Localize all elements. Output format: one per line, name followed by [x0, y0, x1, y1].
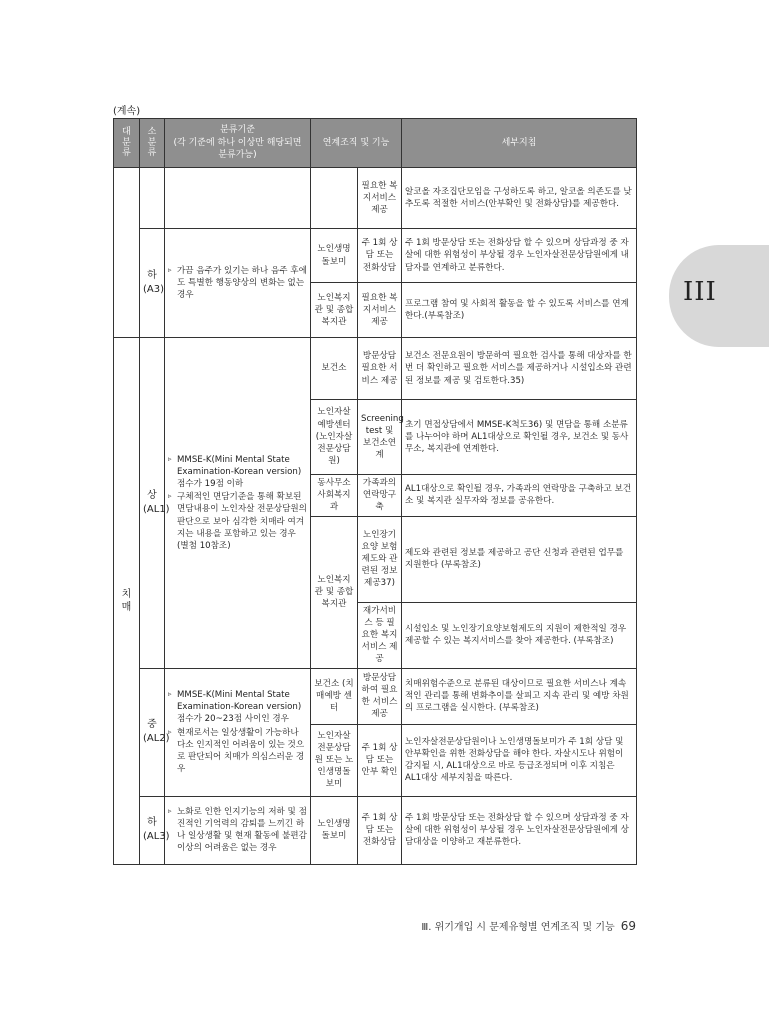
function-cell: 필요한 복지서비스 제공 — [358, 168, 402, 229]
org-cell: 노인생명 돌보미 — [311, 796, 358, 864]
criteria-cell-al2 — [165, 668, 311, 796]
header-org: 연계조직 및 기능 — [311, 119, 402, 168]
detail-cell: 알코올 자조집단모임을 구성하도록 하고, 알코올 의존도를 낮추도록 적절한 서비스(안부확인 및 전화상담)를 제공한다. — [402, 168, 637, 229]
criteria-cell-al3 — [165, 796, 311, 864]
criteria-item: ▹ MMSE-K(Mini Mental State Examination-Korean version) 점수가 19점 이하 — [177, 454, 307, 491]
header-sub: 소분류 — [140, 119, 165, 168]
org-cell: 동사무소 사회복지과 — [311, 475, 358, 517]
major-category-dementia: 치매 — [114, 338, 140, 865]
major-cell-continued — [114, 168, 140, 338]
function-cell: 주 1회 상담 또는 전화상담 — [358, 229, 402, 283]
org-cell: 노인복지관 및 종합복지관 — [311, 516, 358, 668]
chapter-number: III — [683, 277, 717, 307]
function-cell: Screening test 및 보건소연계 — [358, 400, 402, 475]
criteria-cell-al1 — [165, 338, 311, 669]
org-cell: 보건소 — [311, 338, 358, 400]
criteria-item: ▹ 가끔 음주가 있기는 하나 음주 후에도 특별한 행동양상의 변화는 없는 경우 — [177, 265, 307, 302]
page-footer — [400, 918, 636, 933]
detail-cell: 시설입소 및 노인장기요양보험제도의 지원이 제한적일 경우 제공할 수 있는 복지서비스를 찾아 제공한다. (부록참조) — [402, 602, 637, 668]
detail-cell: 주 1회 방문상담 또는 전화상담 할 수 있으며 상담과정 중 자살에 대한 위험성이 부상될 경우 노인자살전문상담원에게 상담대상을 이양하고 재분류한다. — [402, 796, 637, 864]
function-cell: 방문상담하여 필요한 서비스제공 — [358, 668, 402, 724]
detail-cell: 주 1회 방문상담 또는 전화상담 할 수 있으며 상담과정 중 자살에 대한 위험성이 부상될 경우 노인자살전문상담원에게 내담자를 연계하고 분류한다. — [402, 229, 637, 283]
detail-cell: 보건소 전문요원이 방문하여 필요한 검사를 통해 대상자를 한 번 더 확인하고 필요한 서비스를 제공하거나 시설입소와 관련된 정보를 제공 및 검토한다.35) — [402, 338, 637, 400]
header-detail: 세부지침 — [402, 119, 637, 168]
detail-cell: 노인자살전문상담원이나 노인생명돌보미가 주 1회 상담 및 안부확인을 위한 전화상담을 해야 한다. 자살시도나 위험이 감지될 시, AL1대상으로 바로 등급조정되며 이후 지침은 AL1대상 세부지침을 따른다. — [402, 724, 637, 796]
footer-chapter-title: Ⅲ. 위기개입 시 문제유형별 연계조직 및 기능 — [421, 922, 615, 933]
criteria-item: ▹ MMSE-K(Mini Mental State Examination-Korean version) 점수가 20~23점 사이인 경우 — [177, 689, 307, 726]
page-number: 69 — [620, 919, 636, 933]
criteria-cell-a3 — [165, 229, 311, 338]
sub-category-al2: 중 (AL2) — [140, 668, 165, 796]
table-row — [114, 668, 637, 724]
header-criteria: 분류기준 (각 기준에 하나 이상만 해당되면 분류가능) — [165, 119, 311, 168]
detail-cell: 프로그램 참여 및 사회적 활동을 할 수 있도록 서비스를 연계한다.(부록참조) — [402, 283, 637, 338]
table-row — [114, 338, 637, 400]
function-cell: 주 1회 상담 또는 안부 확인 — [358, 724, 402, 796]
detail-cell: 제도와 관련된 정보를 제공하고 공단 신청과 관련된 업무를 지원한다 (부록참조) — [402, 516, 637, 602]
sub-category-a3: 하 (A3) — [140, 229, 165, 338]
continued-label: (계속) — [113, 106, 141, 117]
org-cell: 노인복지관 및 종합복지관 — [311, 283, 358, 338]
table-header-row — [114, 119, 637, 168]
sub-category-al3: 하 (AL3) — [140, 796, 165, 864]
detail-cell: 치매위험수준으로 분류된 대상이므로 필요한 서비스나 계속적인 관리를 통해 변화추이를 살피고 지속 관리 및 예방 차원의 프로그램을 실시한다. (부록참조) — [402, 668, 637, 724]
function-cell: 재가서비스 등 필요한 복지 서비스 제공 — [358, 602, 402, 668]
org-cell: 노인자살 예방센터 (노인자살 전문상담원) — [311, 400, 358, 475]
sub-category-al1: 상 (AL1) — [140, 338, 165, 669]
criteria-item: ▹ 현재로서는 일상생활이 가능하나 다소 인지적인 어려움이 있는 것으로 판단되어 치매가 의심스러운 경우 — [177, 727, 307, 776]
detail-cell: 초기 면접상담에서 MMSE-K척도36) 및 면담을 통해 소분류를 나누어야 하며 AL1대상으로 확인될 경우, 보건소 및 동사무소, 복지관에 연계한다. — [402, 400, 637, 475]
function-cell: 노인장기요양 보험제도와 관련된 정보제공37) — [358, 516, 402, 602]
function-cell: 주 1회 상담 또는 전화상담 — [358, 796, 402, 864]
chapter-side-tab — [669, 245, 769, 347]
function-cell: 가족과의 연락망구축 — [358, 475, 402, 517]
function-cell: 필요한 복지서비스 제공 — [358, 283, 402, 338]
detail-cell: AL1대상으로 확인될 경우, 가족과의 연락망을 구축하고 보건소 및 복지관 실무자와 정보를 공유한다. — [402, 475, 637, 517]
org-cell: 노인생명 돌보미 — [311, 229, 358, 283]
org-cell: 보건소 (치매예방 센터 — [311, 668, 358, 724]
function-cell: 방문상담 필요한 서비스 제공 — [358, 338, 402, 400]
criteria-item: ▹ 구체적인 면담기준을 통해 확보된 면담내용이 노인자살 전문상담원의 판단으로 보아 심각한 치매라 여겨지는 내용을 포함하고 있는 경우(별첨 10참조) — [177, 491, 307, 552]
org-cell: 노인자살전문상담원 또는 노인생명돌보미 — [311, 724, 358, 796]
table-row — [114, 796, 637, 864]
criteria-item: ▹ 노화로 인한 인지기능의 저하 및 점진적인 기억력의 감퇴를 느끼긴 하나 일상생활 및 현재 활동에 불편감 이상의 어려움은 없는 경우 — [177, 806, 307, 855]
table-row — [114, 229, 637, 283]
header-major: 대분류 — [114, 119, 140, 168]
classification-table — [113, 118, 637, 865]
table-row — [114, 168, 637, 229]
